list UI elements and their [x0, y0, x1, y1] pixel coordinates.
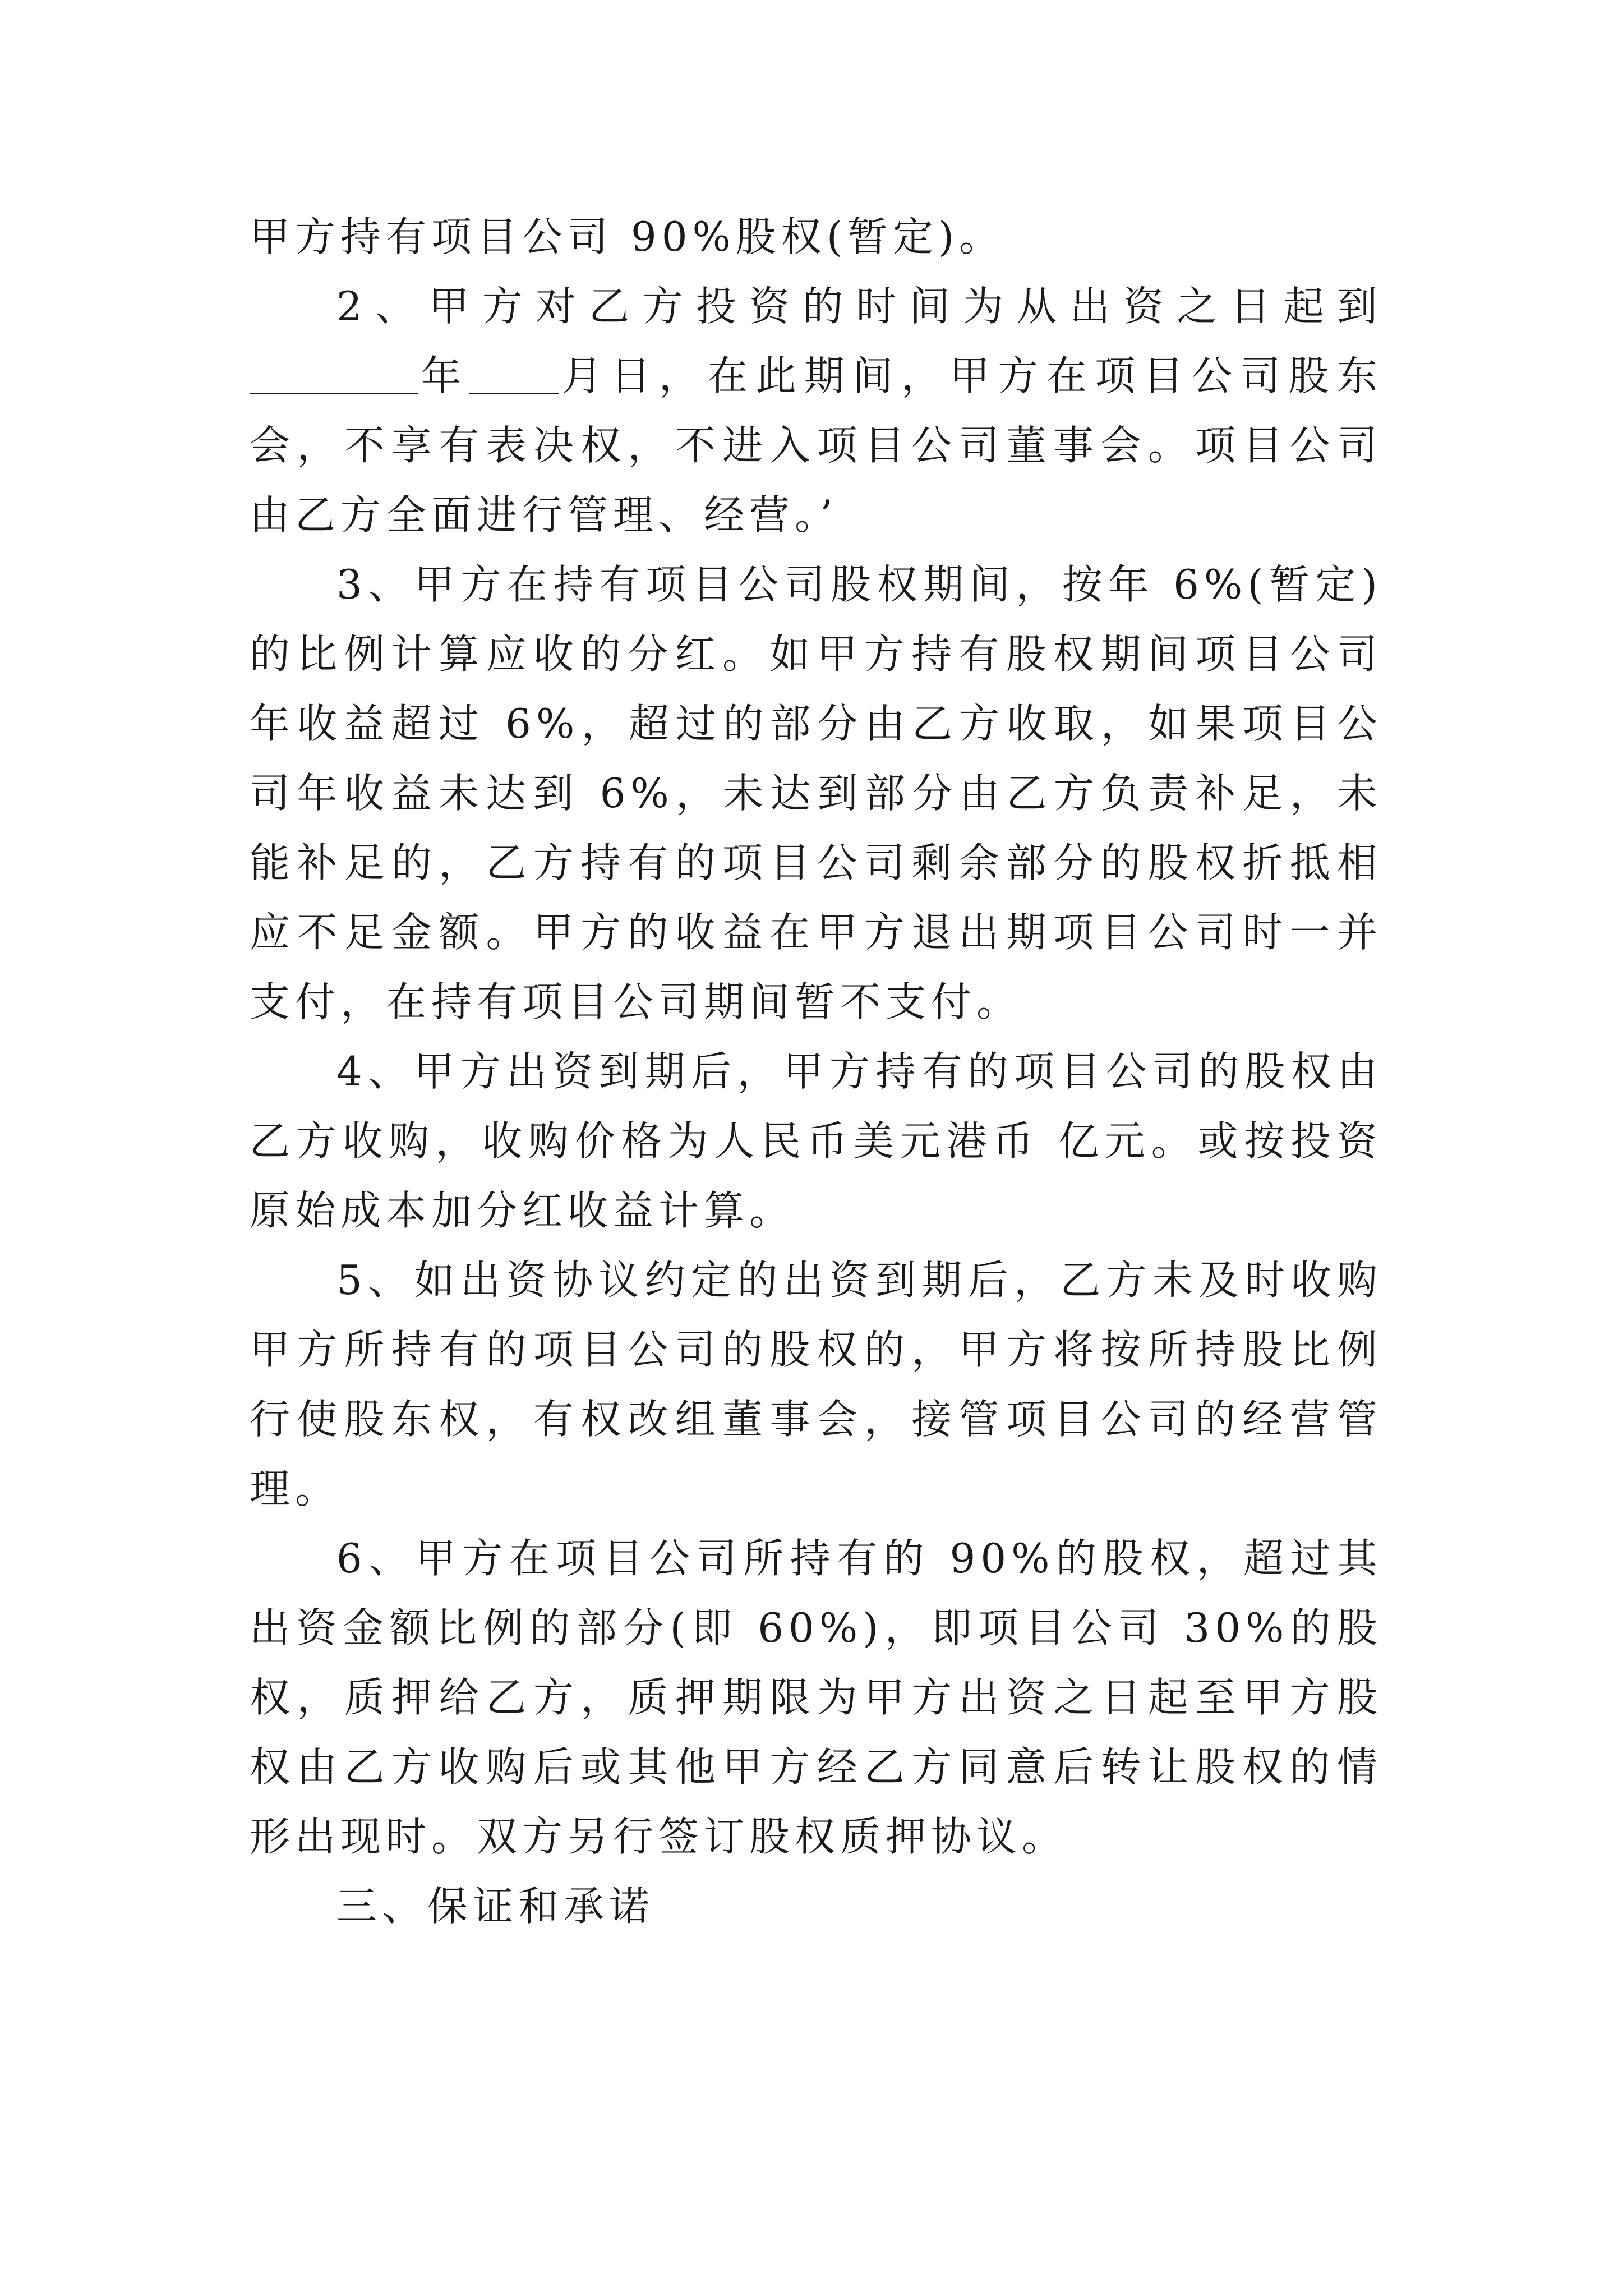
paragraph-2-year: 年 [418, 352, 469, 399]
date-blank-month [469, 353, 559, 394]
paragraph-2 [250, 272, 1382, 550]
paragraph-2-text-a: 2、甲方对乙方投资的时间为从出资之日起到 [336, 283, 1382, 330]
paragraph-3: 3、甲方在持有项目公司股权期间，按年 6%(暂定)的比例计算应收的分红。如甲方持有股权期间项目公司年收益超过 6%，超过的部分由乙方收取，如果项目公司年收益未达到 6%，未达到部分由乙方负责补足，未能补足的，乙方持有的项目公司剩余部分的股权折抵相应不足金额。甲方的收益在甲方退出期项目公司时一并支付，在持有项目公司期间暂不支付。 [250, 561, 1382, 1025]
paragraph-6: 6、甲方在项目公司所持有的 90%的股权，超过其出资金额比例的部分(即 60%)，即项目公司 30%的股权，质押给乙方，质押期限为甲方出资之日起至甲方股权由乙方收购后或其他甲方经乙方同意后转让股权的情形出现时。双方另行签订股权质押协议。 [250, 1535, 1382, 1860]
paragraph-4: 4、甲方出资到期后，甲方持有的项目公司的股权由乙方收购，收购价格为人民币美元港币 亿元。或按投资原始成本加分红收益计算。 [250, 1048, 1382, 1234]
date-blank-year [250, 353, 418, 394]
paragraph-2-text-b: 月日，在此期间，甲方在项目公司股东会，不享有表决权，不进入项目公司董事会。项目公司由乙方全面进行管理、经营。’ [250, 352, 1382, 539]
paragraph-5: 5、如出资协议约定的出资到期后，乙方未及时收购甲方所持有的项目公司的股权的，甲方将按所持股比例行使股东权，有权改组董事会，接管项目公司的经营管理。 [250, 1257, 1382, 1512]
document-body [250, 202, 1382, 1941]
paragraph-1: 甲方持有项目公司 90%股权(暂定)。 [250, 213, 1005, 260]
section-3-heading: 三、保证和承诺 [336, 1883, 655, 1930]
